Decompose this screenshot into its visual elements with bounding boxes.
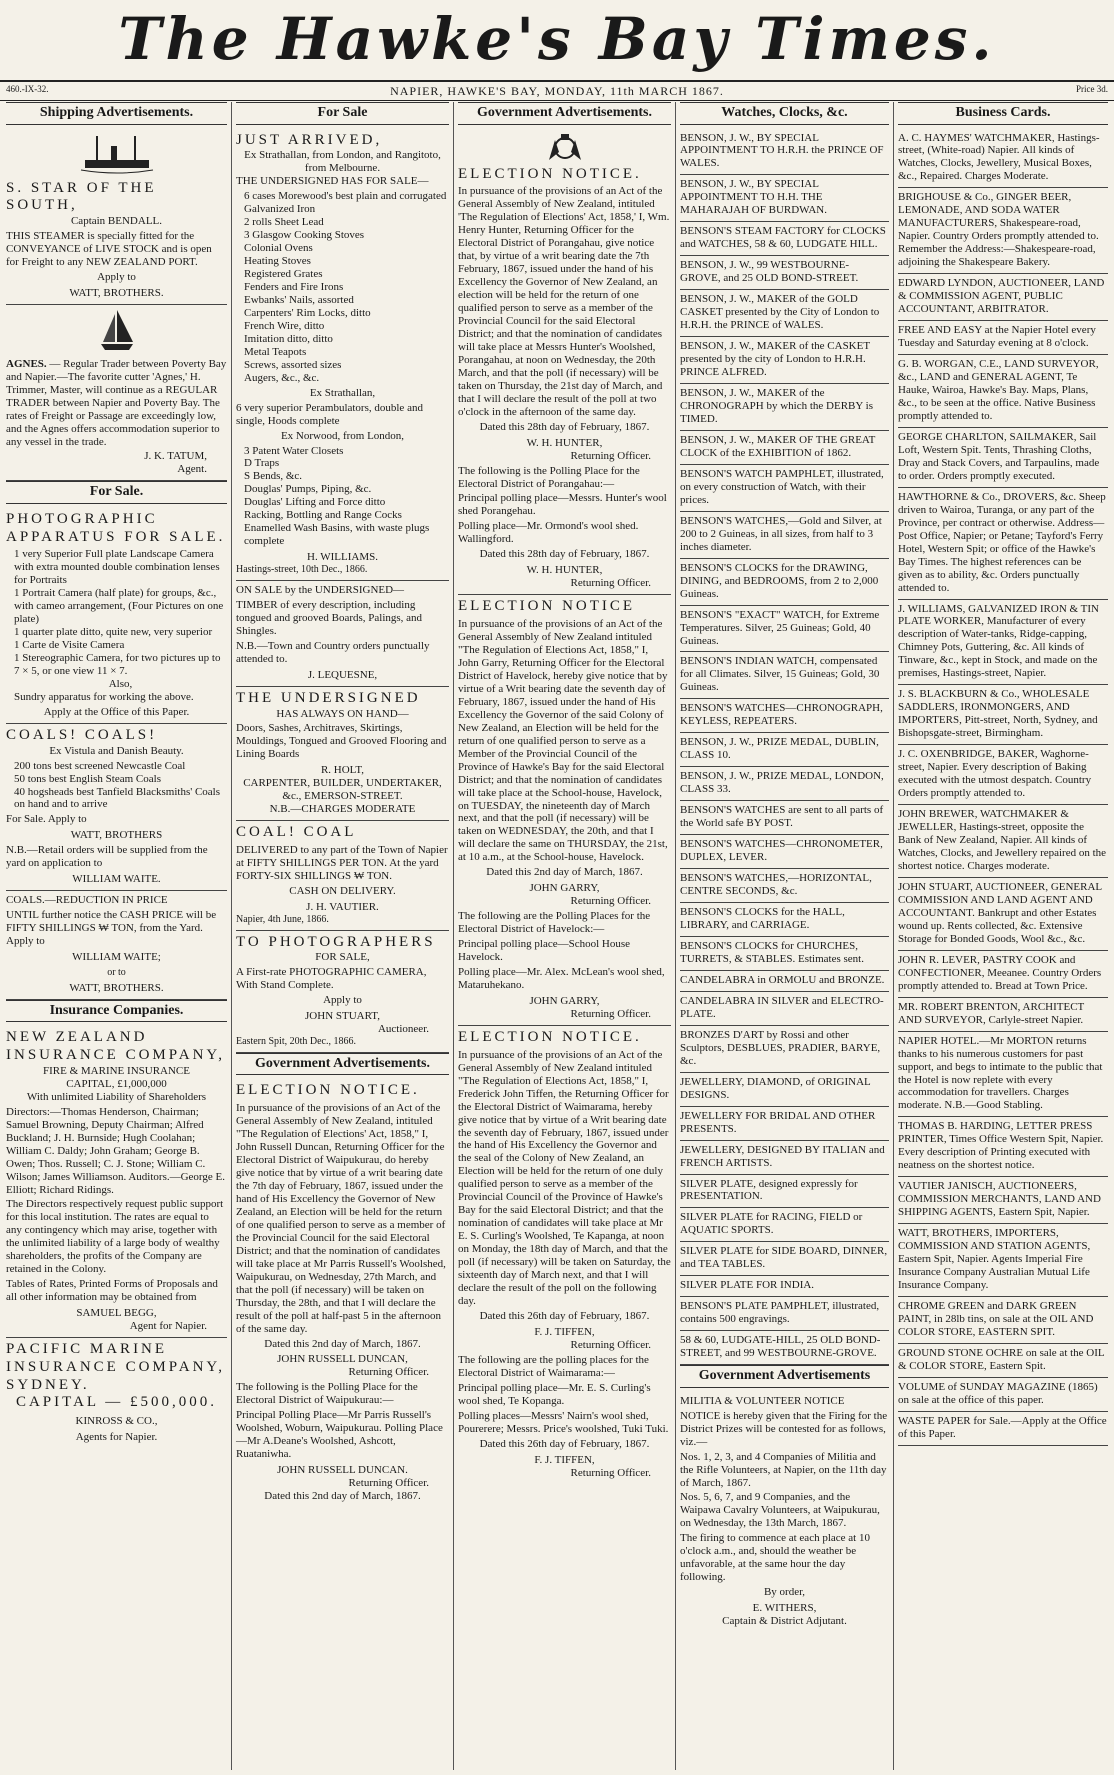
ad-role: Returning Officer. xyxy=(570,1339,651,1352)
newspaper-title: The Hawke's Bay Times. xyxy=(118,5,996,73)
business-card: JOHN STUART, AUCTIONEER, GENERAL COMMISSION AND LAND AGENT AND ACCOUNTANT. Bankrupt and other Estates wound up. Rents collected, &c. Extensive Storage for Bonded Goods, Wool &c., &c. xyxy=(898,878,1108,951)
ad-body: Directors:—Thomas Henderson, Chairman; Samuel Browning, Deputy Chairman; Alfred Buckland; J. H. Burnside; Hugh Coolahan; William C. Daldy; John Graham; George B. Owen; Thos. Russell; C. J. Stone; William C. Wilson; James Williamson. Auditors.—George E. Elliott; Richard Ridings. xyxy=(6,1105,225,1196)
ad-role: Returning Officer. xyxy=(570,449,651,462)
ad-star-of-south xyxy=(6,129,227,305)
list-item: Nos. 5, 6, 7, and 9 Companies, and the Waipawa Cavalry Volunteers, at Waipukurau, on Wednesday, the 13th March, 1867. xyxy=(680,1491,880,1530)
watch-ad: BENSON'S STEAM FACTORY for CLOCKS and WATCHES, 58 & 60, LUDGATE HILL. xyxy=(680,222,889,256)
section-header: Government Advertisements. xyxy=(236,1053,449,1076)
watch-ad: BENSON'S WATCHES,—Gold and Silver, at 200 to 2 Guineas, in all sizes, from half to 3 inches diameter. xyxy=(680,512,889,559)
ad-body: Polling places—Messrs' Nairn's wool shed, Pourerere; Messrs. Price's woolshed, Tuki Tuki. xyxy=(458,1409,669,1435)
ad-election-porangahau xyxy=(458,129,671,596)
watch-ad: BENSON, J. W., PRIZE MEDAL, LONDON, CLASS 33. xyxy=(680,767,889,801)
ad-body: In pursuance of the provisions of an Act of the General Assembly of New Zealand intituled "The Regulation of Elections Act, 1858," I, John Garry, Returning Officer for the Electoral District of Havelock, hereby give notice that by virtue of a Writ bearing date the seventh day of February, 1867, issued under the hand of His Excellency the Governor of the said Colony of New Zealand, an Election will be held for the return of one qualified person to serve as a Member of the Provincial Council of the Province of Hawke's Bay for the said Electoral District; and that the nomination of candidates will take place at the School-house, Havelock, on TUESDAY, the nineteenth day of March next, and that the poll (if necessary) will be taken on WEDNESDAY, the 20th, and that I will declare the same on THURSDAY, the 21st, at 10 a.m., at the School-house, Havelock. xyxy=(458,617,668,864)
business-card-list xyxy=(898,129,1108,1446)
ad-title: ON SALE by the UNDERSIGNED— xyxy=(236,584,405,597)
list-item: 3 Glasgow Cooking Stoves xyxy=(244,229,365,242)
column-government xyxy=(454,102,676,1770)
ad-holt xyxy=(236,687,449,821)
business-card: NAPIER HOTEL.—Mr MORTON returns thanks to his numerous customers for past support, and begs to intimate to the public that the Hotel is now replete with every accommodation for travellers. Charges moderate. N.B.—Good Stabling. xyxy=(898,1032,1108,1118)
list-item: 3 Patent Water Closets xyxy=(244,444,344,457)
ad-signature: E. WITHERS, xyxy=(752,1602,817,1615)
ad-body: In pursuance of the provisions of an Act of the General Assembly of New Zealand intituled "The Regulation of Elections Act, 1858," I, Frederick John Tiffen, the Returning Officer for the Electoral District of Waimarama, hereby give notice that by virtue of a Writ bearing date the seventh day of February, 1867, issued under the hand of His Excellency the Governor and the seal of the Colony of New Zealand, an Election will be held for the return of one duly qualified person to serve as a member of the Provincial Council of the Province of Hawke's Bay for the said Electoral District; and that the nomination of candidates will take place at Mr E. S. Curling's Woolshed, Te Kapanga, at noon on Monday, the 18th day of March, and that the poll (if necessary) will be taken on Saturday, the sixteenth day of March next, and that I will declare the result of the poll on the following day. xyxy=(458,1048,671,1308)
list-item: 50 tons best English Steam Coals xyxy=(14,772,161,785)
column-business-cards xyxy=(894,102,1112,1770)
ad-body: Principal polling place—School House Havelock. xyxy=(458,938,630,964)
ad-signature: F. J. TIFFEN, xyxy=(534,1326,595,1339)
section-header: Government Advertisements. xyxy=(458,102,671,125)
ad-signature: WILLIAM WAITE; xyxy=(72,951,161,964)
ad-date: Dated this 2nd day of March, 1867. xyxy=(264,1490,421,1503)
list-item: Enamelled Wash Basins, with waste plugs complete xyxy=(244,522,430,548)
ad-subtitle: FIRE & MARINE INSURANCE xyxy=(43,1064,190,1077)
ad-apply: Apply to xyxy=(97,270,136,283)
watch-ad: BENSON'S CLOCKS for CHURCHES, TURRETS, & STABLES. Estimates sent. xyxy=(680,937,889,971)
ad-cash: CASH ON DELIVERY. xyxy=(289,884,396,897)
list-item: Sundry apparatus for working the above. xyxy=(14,690,194,703)
ad-captain: Captain BENDALL. xyxy=(70,214,163,227)
watch-ad: SILVER PLATE for RACING, FIELD or AQUATIC SPORTS. xyxy=(680,1208,889,1242)
price: Price 3d. xyxy=(1076,84,1108,94)
column-for-sale xyxy=(232,102,454,1770)
ad-body: Polling place—Mr. Alex. McLean's wool shed, Mataruhekano. xyxy=(458,966,665,992)
list-item: 1 quarter plate ditto, quite new, very superior xyxy=(14,626,213,639)
ad-signature: W. H. HUNTER, xyxy=(526,436,603,449)
ad-apply: For Sale. Apply to xyxy=(6,813,87,826)
ad-body: The firing to commence at each place at 10 o'clock a.m., and, should the weather be unfavorable, at the same hour the day following. xyxy=(680,1532,870,1584)
ad-capital: CAPITAL, £1,000,000 xyxy=(66,1077,167,1090)
ad-role: Auctioneer. xyxy=(377,1023,429,1036)
list-item: Douglas' Lifting and Force ditto xyxy=(244,496,386,509)
ad-role: Returning Officer. xyxy=(570,1008,651,1021)
ad-body: THIS STEAMER is specially fitted for the CONVEYANCE of LIVE STOCK and is open for Freight to any NEW ZEALAND PORT. xyxy=(6,229,212,268)
watch-ad: SILVER PLATE FOR INDIA. xyxy=(680,1276,889,1297)
ad-nz-insurance xyxy=(6,1026,227,1338)
business-card: HAWTHORNE & Co., DROVERS, &c. Sheep driven to Wairoa, Turanga, or any part of the Province, per contract or otherwise. Address—Post Office, Napier; or Petane; Tayford's Ferry Hotel, Western Spit; or office of the Hawke's Bay Times. The highest references can be given as to ability, &c. Orders punctually attended to. xyxy=(898,488,1108,600)
dateline xyxy=(0,80,1114,101)
ad-title: AGNES. xyxy=(6,357,47,370)
ad-title: COAL! COAL xyxy=(236,824,357,841)
ad-order: By order, xyxy=(763,1586,806,1599)
list-item: 6 cases Morewood's best plain and corrugated Galvanized Iron xyxy=(244,190,447,216)
list-item: 1 Stereographic Camera, for two pictures up to 7 × 5, or one view 11 × 7. xyxy=(14,652,221,678)
business-card: G. B. WORGAN, C.E., LAND SURVEYOR, &c., LAND and GENERAL AGENT, Te Hauke, Wairoa, Hawke's Bay. Maps, Plans, &c., to be seen at the office. Native Business promptly attended to. xyxy=(898,355,1108,428)
business-card: CHROME GREEN and DARK GREEN PAINT, in 28lb tins, on sale at the OIL AND COLOR STORE, EASTERN SPIT. xyxy=(898,1297,1108,1344)
business-card: JOHN R. LEVER, PASTRY COOK and CONFECTIONER, Meeanee. Country Orders promptly attended to. Bread at Town Price. xyxy=(898,951,1108,998)
list-item: Augers, &c., &c. xyxy=(244,371,320,384)
column-shipping xyxy=(2,102,232,1770)
list-item: Carpenters' Rim Locks, ditto xyxy=(244,306,371,319)
ad-role: Agents for Napier. xyxy=(75,1430,158,1443)
ad-signature: JOHN RUSSELL DUNCAN. xyxy=(277,1464,408,1477)
ad-signature: JOHN GARRY, xyxy=(529,995,600,1008)
business-card: A. C. HAYMES' WATCHMAKER, Hastings-street, (White-road) Napier. All kinds of Watches, Clocks, Jewellery, Musical Boxes, &c., Repaired. Charges Moderate. xyxy=(898,129,1108,189)
ad-signature: R. HOLT, xyxy=(320,764,365,777)
ad-photographers xyxy=(236,931,449,1053)
ad-title: NEW ZEALAND INSURANCE COMPANY, xyxy=(6,1029,226,1064)
ad-title: ELECTION NOTICE. xyxy=(458,165,642,182)
watch-ad-list xyxy=(680,129,889,1366)
ad-role: Returning Officer. xyxy=(570,895,651,908)
section-header: Insurance Companies. xyxy=(6,1000,227,1023)
ad-body: Polling place—Mr. Ormond's wool shed. Wallingford. xyxy=(458,520,639,546)
watch-ad: BENSON'S WATCH PAMPHLET, illustrated, on every construction of Watch, with their prices. xyxy=(680,465,889,512)
section-header: Shipping Advertisements. xyxy=(6,102,227,125)
ad-role: Captain & District Adjutant. xyxy=(722,1615,847,1628)
ad-signature: JOHN RUSSELL DUNCAN, xyxy=(277,1353,408,1366)
list-item: Racking, Bottling and Range Cocks xyxy=(244,509,402,522)
item-list xyxy=(236,445,449,549)
ad-subtitle: Ex Strathallan, xyxy=(309,386,376,399)
royal-crest-icon xyxy=(458,132,671,166)
list-item: French Wire, ditto xyxy=(244,319,325,332)
ad-title: S. STAR OF THE SOUTH, xyxy=(6,179,157,214)
ad-signature: JOHN STUART, xyxy=(305,1010,380,1023)
ad-signature: KINROSS & CO., xyxy=(75,1414,158,1427)
watch-ad: BENSON'S INDIAN WATCH, compensated for all Climates. Silver, 15 Guineas; Gold, 30 Guineas. xyxy=(680,652,889,699)
masthead xyxy=(0,0,1114,78)
list-item: Imitation ditto, ditto xyxy=(244,332,333,345)
ad-date: Dated this 28th day of February, 1867. xyxy=(479,548,650,561)
ad-or: or to xyxy=(107,967,126,979)
ad-date: Hastings-street, 10th Dec., 1866. xyxy=(236,564,368,576)
ad-signature: J. K. TATUM, xyxy=(144,450,207,463)
list-item: Colonial Ovens xyxy=(244,241,313,254)
date-location: NAPIER, HAWKE'S BAY, MONDAY, 11th MARCH 1867. xyxy=(390,84,724,98)
cutter-illustration xyxy=(6,308,227,356)
ad-body: In pursuance of the provisions of an Act of the General Assembly of New Zealand, intituled "The Regulation of Elections' Act, 1858," I, John Russell Duncan, Returning Officer for the Electoral District of Waipukurau, do hereby give notice that by virtue of a writ bearing date the 7th day of February, 1867, issued under the hand of His Excellency the Governor of New Zealand, an Election will be held for the return of one qualified person to serve as a member of the Provincial Council for the said Electoral District; and that the nomination of candidates will take place at Mr Parris Russell's Woolshed, Waipukurau, on Wednesday, 27th March, and that the poll (if necessary) will be taken on Thursday, the 28th, and that I will declare the result of the poll at half-past 5 in the afternoon of the same day. xyxy=(236,1102,446,1335)
ad-signature: SAMUEL BEGG, xyxy=(76,1307,157,1320)
list-item: Also, xyxy=(108,678,133,690)
ad-subtitle: HAS ALWAYS ON HAND— xyxy=(276,707,409,720)
business-card: GEORGE CHARLTON, SAILMAKER, Sail Loft, Western Spit. Tents, Thrashing Cloths, Dray and Stack Covers, and Tarpaulins, made to order. Orders promptly executed. xyxy=(898,428,1108,488)
list-item: Fenders and Fire Irons xyxy=(244,280,344,293)
ad-note: N.B.—Retail orders will be supplied from the yard on application to xyxy=(6,844,208,870)
ad-title: ELECTION NOTICE. xyxy=(458,1029,642,1046)
business-card: EDWARD LYNDON, AUCTIONEER, LAND & COMMISSION AGENT, PUBLIC ACCOUNTANT, ARBITRATOR. xyxy=(898,274,1108,321)
ad-apply: Apply to xyxy=(323,994,362,1007)
ad-body: The following is the Polling Place for the Electoral District of Waipukurau:— xyxy=(236,1381,418,1407)
ad-date: Dated this 26th day of February, 1867. xyxy=(479,1437,650,1450)
list-item: Nos. 1, 2, 3, and 4 Companies of Militia and the Rifle Volunteers, at Napier, on the 11th day of March, 1867. xyxy=(680,1450,887,1489)
watch-ad: 58 & 60, LUDGATE-HILL, 25 OLD BOND-STREET, and 99 WESTBOURNE-GROVE. xyxy=(680,1331,889,1365)
watch-ad: BENSON, J. W., BY SPECIAL APPOINTMENT TO H.R.H. the PRINCE OF WALES. xyxy=(680,129,889,176)
list-item: Metal Teapots xyxy=(244,345,307,358)
ad-title: PACIFIC MARINE INSURANCE COMPANY, SYDNEY. xyxy=(6,1341,226,1393)
ad-body: The following are the polling places for the Electoral District of Waimarama:— xyxy=(458,1353,649,1379)
ad-body: The following is the Polling Place for the Electoral District of Porangahau:— xyxy=(458,464,640,490)
business-card: WATT, BROTHERS, IMPORTERS, COMMISSION AND STATION AGENTS, Eastern Spit, Napier. Agents Imperial Fire Insurance Company Australian Mutual Life Insurance Company. xyxy=(898,1224,1108,1297)
watch-ad: BENSON, J. W., MAKER OF THE GREAT CLOCK of the EXHIBITION of 1862. xyxy=(680,431,889,465)
item-list xyxy=(6,760,227,812)
section-header: For Sale. xyxy=(6,481,227,504)
ad-body: The Directors respectively request public support for this local institution. The rates are equal to any contingency which may arise, together with the unlimited liability of a large body of wealthy shareholders, the profits of the Company are retained in the Colony. xyxy=(6,1198,224,1276)
list-item: 1 Portrait Camera (half plate) for groups, &c., with cameo arrangement, (Four Pictures on one plate) xyxy=(14,587,224,626)
ad-role: Agent for Napier. xyxy=(129,1320,207,1333)
ad-role: Returning Officer. xyxy=(348,1477,429,1490)
business-card: THOMAS B. HARDING, LETTER PRESS PRINTER, Times Office Western Spit, Napier. Every description of Printing executed with neatness on the shortest notice. xyxy=(898,1117,1108,1177)
item-list xyxy=(6,548,227,704)
business-card: GROUND STONE OCHRE on sale at the OIL & COLOR STORE, Eastern Spit. xyxy=(898,1344,1108,1378)
ad-title: JUST ARRIVED, xyxy=(236,131,383,148)
watch-ad: BENSON, J. W., BY SPECIAL APPOINTMENT TO H.H. THE MAHARAJAH OF BURDWAN. xyxy=(680,175,889,222)
ad-intro: THE UNDERSIGNED HAS FOR SALE— xyxy=(236,175,429,188)
ad-signature: WILLIAM WAITE. xyxy=(72,873,161,886)
ad-election-waimarama xyxy=(458,1026,671,1484)
list-item: 1 very Superior Full plate Landscape Camera with extra mounted double combination lenses for Portraits xyxy=(14,548,220,587)
ad-signature: J. H. VAUTIER. xyxy=(306,900,379,913)
ad-body: The following are the Polling Places for the Electoral District of Havelock:— xyxy=(458,910,651,936)
list-item: 200 tons best screened Newcastle Coal xyxy=(14,759,186,772)
ad-body: Principal Polling Place—Mr Parris Russell's Woolshed, Woburn, Waipukurau. Polling Place—Mr A.Deane's Woolshed, Ashcott, Ruataniwha. xyxy=(236,1409,443,1461)
section-header: Business Cards. xyxy=(898,102,1108,125)
watch-ad: BENSON, J. W., 99 WESTBOURNE-GROVE, and 25 OLD BOND-STREET. xyxy=(680,256,889,290)
ad-body: Doors, Sashes, Architraves, Skirtings, Mouldings, Tongued and Grooved Flooring and Lining Boards xyxy=(236,722,447,761)
business-card: JOHN BREWER, WATCHMAKER & JEWELLER, Hastings-street, opposite the Bank of New Zealand, Napier. All kinds of Watches, Clocks, and Jewellery repaired on the shortest notice. Charges moderate. xyxy=(898,805,1108,878)
watch-ad: BENSON'S CLOCKS for the DRAWING, DINING, and BEDROOMS, from 2 to 2,000 Guineas. xyxy=(680,559,889,606)
ad-title: TO PHOTOGRAPHERS xyxy=(236,933,436,950)
ad-role: CARPENTER, BUILDER, UNDERTAKER, &c., EMERSON-STREET. xyxy=(243,777,442,803)
ad-signature: H. WILLIAMS. xyxy=(307,551,378,564)
ad-body: 6 very superior Perambulators, double and single, Hoods complete xyxy=(236,401,423,427)
ad-signature: WATT, BROTHERS xyxy=(70,829,163,842)
list-item: 1 Carte de Visite Camera xyxy=(14,639,125,652)
ad-body: DELIVERED to any part of the Town of Napier at FIFTY SHILLINGS PER TON. At the yard FORTY-SIX SHILLINGS ₩ TON. xyxy=(236,843,448,882)
ad-title: MILITIA & VOLUNTEER NOTICE xyxy=(680,1394,845,1407)
ad-date: Dated this 2nd day of March, 1867. xyxy=(486,866,643,879)
watch-ad: BENSON, J. W., MAKER of the GOLD CASKET presented by the City of London to H.R.H. the PRINCE of WALES. xyxy=(680,290,889,337)
watch-ad: SILVER PLATE for SIDE BOARD, DINNER, and TEA TABLES. xyxy=(680,1242,889,1276)
ad-signature: WATT, BROTHERS. xyxy=(69,286,164,299)
watch-ad: BENSON'S PLATE PAMPHLET, illustrated, contains 500 engravings. xyxy=(680,1297,889,1331)
list-item: D Traps xyxy=(244,457,280,470)
ad-role: Returning Officer. xyxy=(570,1466,651,1479)
ad-body: NOTICE is hereby given that the Firing for the District Prizes will be contested for as follows, viz.— xyxy=(680,1409,888,1448)
ad-subtitle: Ex Vistula and Danish Beauty. xyxy=(49,744,184,757)
list-item: Registered Grates xyxy=(244,267,323,280)
ad-role: Returning Officer. xyxy=(570,577,651,590)
list-item: 2 rolls Sheet Lead xyxy=(244,216,324,229)
list-item: Ewbanks' Nails, assorted xyxy=(244,293,354,306)
list-item: Douglas' Pumps, Piping, &c. xyxy=(244,483,372,496)
ad-signature: F. J. TIFFEN, xyxy=(534,1453,595,1466)
business-card: J. C. OXENBRIDGE, BAKER, Waghorne-street, Napier. Every description of Baking executed with the utmost despatch. Country Orders promptly attended to. xyxy=(898,745,1108,805)
watch-ad: JEWELLERY FOR BRIDAL AND OTHER PRESENTS. xyxy=(680,1107,889,1141)
watch-ad: CANDELABRA in ORMOLU and BRONZE. xyxy=(680,971,889,992)
section-header: Watches, Clocks, &c. xyxy=(680,102,889,125)
list-item: 40 hogsheads best Tanfield Blacksmiths' Coals on hand and to arrive xyxy=(14,785,221,811)
ad-date: Napier, 4th June, 1866. xyxy=(236,913,329,925)
ad-coals-reduction xyxy=(6,891,227,1000)
ad-apply: Apply at the Office of this Paper. xyxy=(43,705,190,718)
ad-signature: JOHN GARRY, xyxy=(529,882,600,895)
watch-ad: SILVER PLATE, designed expressly for PRESENTATION. xyxy=(680,1175,889,1209)
ad-body: Principal polling place—Mr. E. S. Curling's wool shed, Te Kopanga. xyxy=(458,1381,651,1407)
ad-body: TIMBER of every description, including tongued and grooved Boards, Palings, and Shingles. xyxy=(236,599,423,637)
watch-ad: BENSON'S WATCHES—CHRONOMETER, DUPLEX, LEVER. xyxy=(680,835,889,869)
item-list xyxy=(236,190,449,385)
watch-ad: BENSON, J. W., MAKER of the CHRONOGRAPH by which the DERBY is TIMED. xyxy=(680,384,889,431)
section-header: Government Advertisements xyxy=(680,1365,889,1388)
watch-ad: JEWELLERY, DIAMOND, of ORIGINAL DESIGNS. xyxy=(680,1073,889,1107)
list-item: Screws, assorted sizes xyxy=(244,358,342,371)
ad-note: N.B.—CHARGES MODERATE xyxy=(269,803,416,816)
ad-body: Tables of Rates, Printed Forms of Proposals and all other information may be obtained from xyxy=(6,1278,218,1304)
ad-signature: J. LEQUESNE, xyxy=(307,668,378,681)
business-card: J. WILLIAMS, GALVANIZED IRON & TIN PLATE WORKER, Manufacturer of every description of Water-tanks, Ridge-capping, Chimney Pots, Guttering, &c. All kinds of Tinware, &c., kept in Stock, and made on the premises, Hastings-street, Napier. xyxy=(898,600,1108,686)
ad-timber xyxy=(236,581,449,687)
watch-ad: BENSON'S CLOCKS for the HALL, LIBRARY, and CARRIAGE. xyxy=(680,903,889,937)
ad-title: PHOTOGRAPHIC APPARATUS FOR SALE. xyxy=(6,510,226,545)
watch-ad: BRONZES D'ART by Rossi and other Sculptors, DESBLUES, PRADIER, BARYE, &c. xyxy=(680,1026,889,1073)
ad-just-arrived xyxy=(236,129,449,582)
ad-body: — Regular Trader between Poverty Bay and Napier.—The favorite cutter 'Agnes,' H. Trimmer, Master, will continue as a REGULAR TRADER between Napier and Poverty Bay. The rates of Freight or Passage are exceedingly low, and the Agnes offers accommodation superior to any vessel in the trade. xyxy=(6,357,227,448)
list-item: Heating Stoves xyxy=(244,254,311,267)
steamship-illustration xyxy=(6,132,227,180)
ad-role: Agent. xyxy=(177,463,207,476)
business-card: MR. ROBERT BRENTON, ARCHITECT AND SURVEYOR, Carlyle-street Napier. xyxy=(898,998,1108,1032)
ad-date: Dated this 28th day of February, 1867. xyxy=(479,420,650,433)
watch-ad: CANDELABRA IN SILVER and ELECTRO-PLATE. xyxy=(680,992,889,1026)
business-card: BRIGHOUSE & Co., GINGER BEER, LEMONADE, AND SODA WATER MANUFACTURERS, Shakespeare-road, Napier. Country Orders promptly attended to. Remember the Address:—Shakespeare-road, adjoining the Shakespeare Bakery. xyxy=(898,188,1108,274)
business-card: WASTE PAPER for Sale.—Apply at the Office of this Paper. xyxy=(898,1412,1108,1446)
watch-ad: JEWELLERY, DESIGNED BY ITALIAN and FRENCH ARTISTS. xyxy=(680,1141,889,1175)
ad-title: ELECTION NOTICE. xyxy=(236,1082,420,1099)
watch-ad: BENSON'S "EXACT" WATCH, for Extreme Temperatures. Silver, 25 Guineas; Gold, 40 Guineas. xyxy=(680,606,889,653)
ad-signature: W. H. HUNTER, xyxy=(526,564,603,577)
ad-body: Principal polling place—Messrs. Hunter's wool shed Porangehau. xyxy=(458,492,667,518)
list-item: S Bends, &c. xyxy=(244,470,303,483)
business-card: J. S. BLACKBURN & Co., WHOLESALE SADDLERS, IRONMONGERS, AND IMPORTERS, Pitt-street, North, Sydney, and Bishopsgate-street, Birmingham. xyxy=(898,685,1108,745)
ad-subtitle: Ex Norwood, from London, xyxy=(280,429,405,442)
ad-date: Eastern Spit, 20th Dec., 1866. xyxy=(236,1036,356,1048)
ad-title: ELECTION NOTICE xyxy=(458,598,636,615)
business-card: FREE AND EASY at the Napier Hotel every Tuesday and Saturday evening at 8 o'clock. xyxy=(898,321,1108,355)
ad-militia-notice xyxy=(680,1392,889,1632)
ad-election-havelock xyxy=(458,595,671,1026)
ad-capital: CAPITAL — £500,000. xyxy=(15,1394,218,1411)
ad-agnes xyxy=(6,305,227,482)
ad-body: UNTIL further notice the CASH PRICE will be FIFTY SHILLINGS ₩ TON, from the Yard. Apply to xyxy=(6,909,217,948)
ad-subtitle: Ex Strathallan, from London, and Rangitoto, from Melbourne. xyxy=(244,149,441,175)
ad-title: COALS.—REDUCTION IN PRICE xyxy=(6,894,168,907)
column-watches xyxy=(676,102,894,1770)
watch-ad: BENSON'S WATCHES—CHRONOGRAPH, KEYLESS, REPEATERS. xyxy=(680,699,889,733)
ad-coals xyxy=(6,724,227,891)
ad-body: In pursuance of the provisions of an Act of the General Assembly of New Zealand, intituled 'The Regulation of Elections' Act, 1858,' I, Wm. Henry Hunter, Returning Officer for the Electoral District of Porangahau, give notice that, by virtue of a writ bearing date the 7th February, 1867, issued under the hand of his Excellency the Governor of New Zealand, an election will be held for the return of one qualified person to serve as a member of the Provincial Council for the said Electoral District; and that the nomination of candidates will take place at Messrs Hunter's Woolshed, Porangahau, at noon on Wednesday, the 20th March, and that the poll (if necessary) will be taken on Thursday, the 21st day of March, and that I will declare the result of the poll at two o'clock in the afternoon of the same day. xyxy=(458,185,670,418)
ad-signature: WATT, BROTHERS. xyxy=(69,981,164,994)
ad-body: A First-rate PHOTOGRAPHIC CAMERA, With Stand Complete. xyxy=(236,966,427,992)
watch-ad: BENSON'S WATCHES are sent to all parts of the World safe BY POST. xyxy=(680,801,889,835)
ad-date: Dated this 2nd day of March, 1867. xyxy=(264,1337,421,1350)
ad-election-waipukurau xyxy=(236,1079,449,1507)
ad-subtitle: FOR SALE, xyxy=(315,951,370,964)
ad-liability: With unlimited Liability of Shareholders xyxy=(26,1090,207,1103)
section-header: For Sale xyxy=(236,102,449,125)
ad-photographic xyxy=(6,508,227,724)
ad-note: N.B.—Town and Country orders punctually attended to. xyxy=(236,639,430,665)
ad-role: Returning Officer. xyxy=(348,1366,429,1379)
ad-title: COALS! COALS! xyxy=(6,726,158,743)
ad-pacific-marine xyxy=(6,1338,227,1448)
business-card: VOLUME of SUNDAY MAGAZINE (1865) on sale at the office of this paper. xyxy=(898,1378,1108,1412)
watch-ad: BENSON, J. W., MAKER of the CASKET presented by the city of London to H.R.H. PRINCE ALFRED. xyxy=(680,337,889,384)
columns xyxy=(2,102,1112,1770)
ad-coal-vautier xyxy=(236,821,449,930)
watch-ad: BENSON, J. W., PRIZE MEDAL, DUBLIN, CLASS 10. xyxy=(680,733,889,767)
watch-ad: BENSON'S WATCHES,—HORIZONTAL, CENTRE SECONDS, &c. xyxy=(680,869,889,903)
ad-title: THE UNDERSIGNED xyxy=(236,689,421,706)
issue-number: 460.-IX-32. xyxy=(6,84,49,94)
ad-date: Dated this 26th day of February, 1867. xyxy=(479,1310,650,1323)
business-card: VAUTIER JANISCH, AUCTIONEERS, COMMISSION MERCHANTS, LAND AND SHIPPING AGENTS, Eastern Spit, Napier. xyxy=(898,1177,1108,1224)
